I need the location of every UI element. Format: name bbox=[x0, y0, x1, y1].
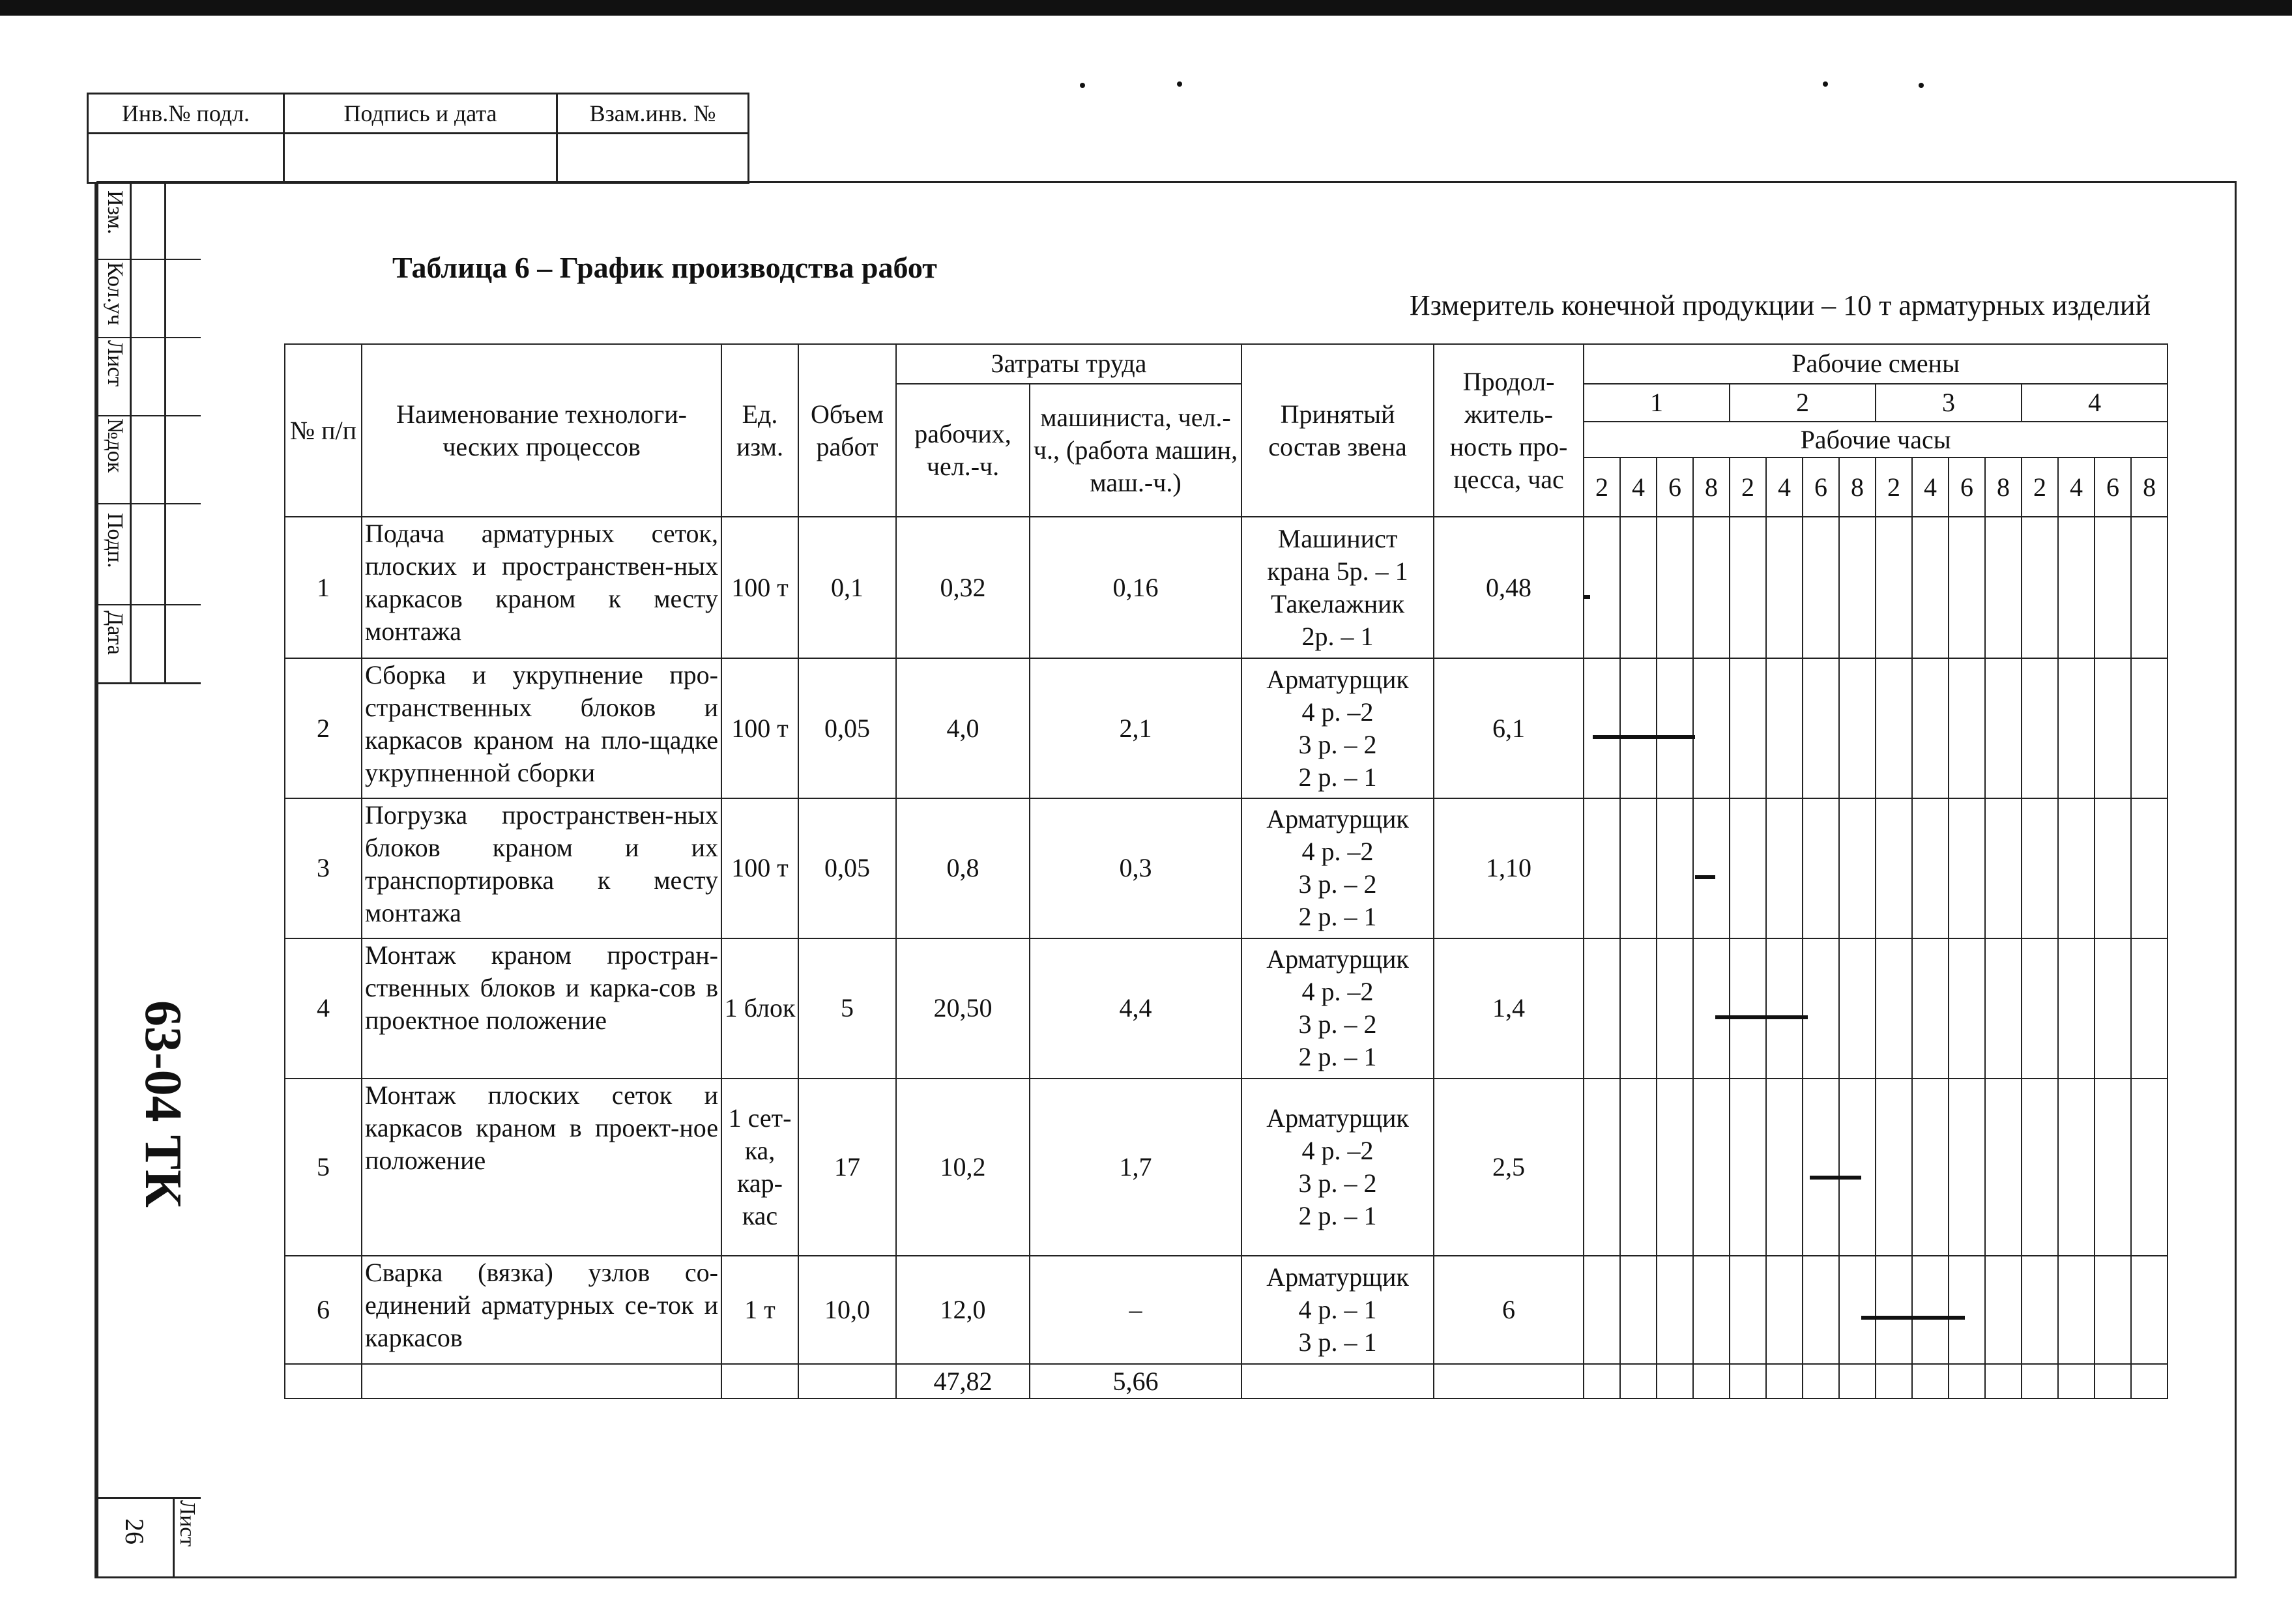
gantt-bar bbox=[1715, 1015, 1808, 1019]
total-cell bbox=[1912, 1364, 1949, 1399]
schedule-cell bbox=[1839, 517, 1876, 658]
hour-cell: 8 bbox=[1693, 457, 1730, 517]
row-crew bbox=[1241, 1079, 1434, 1256]
row-workers: 0,32 bbox=[896, 517, 1030, 658]
total-cell bbox=[285, 1364, 362, 1399]
row-num: 6 bbox=[285, 1256, 362, 1364]
total-cell bbox=[2095, 1364, 2131, 1399]
shift-number: 2 bbox=[1730, 384, 1876, 422]
crew-line: 2р. – 1 bbox=[1301, 621, 1374, 651]
hour-cell: 2 bbox=[2022, 457, 2058, 517]
row-crew bbox=[1241, 1256, 1434, 1364]
schedule-cell bbox=[1584, 798, 1620, 938]
crew-line: 2 р. – 1 bbox=[1298, 1042, 1377, 1072]
row-workers: 4,0 bbox=[896, 658, 1030, 798]
crew-line: 3 р. – 2 bbox=[1298, 729, 1377, 759]
shift-number: 1 bbox=[1584, 384, 1730, 422]
schedule-cell bbox=[2131, 517, 2168, 658]
stamp-box bbox=[87, 93, 749, 184]
row-unit: 100 т bbox=[721, 798, 798, 938]
total-cell bbox=[1985, 1364, 2022, 1399]
hour-cell: 8 bbox=[1839, 457, 1876, 517]
gantt-bar bbox=[1695, 875, 1715, 879]
total-cell bbox=[1584, 1364, 1620, 1399]
row-name: Монтаж плоских сеток и каркасов краном в проект-ное положение bbox=[362, 1079, 721, 1256]
schedule-cell bbox=[1620, 658, 1657, 798]
total-cell bbox=[798, 1364, 896, 1399]
schedule-cell bbox=[1985, 798, 2022, 938]
schedule-cell bbox=[1693, 938, 1730, 1079]
schedule-cell bbox=[1876, 517, 1912, 658]
hour-cell: 4 bbox=[1620, 457, 1657, 517]
total-cell bbox=[1693, 1364, 1730, 1399]
schedule-cell bbox=[2058, 517, 2095, 658]
schedule-cell bbox=[2095, 517, 2131, 658]
gantt-bar bbox=[1810, 1176, 1861, 1180]
schedule-cell bbox=[1657, 798, 1693, 938]
schedule-cell bbox=[1985, 517, 2022, 658]
total-cell bbox=[1949, 1364, 1985, 1399]
total-cell bbox=[2058, 1364, 2095, 1399]
scan-speck bbox=[1177, 81, 1182, 87]
row-workers: 10,2 bbox=[896, 1079, 1030, 1256]
hour-cell: 2 bbox=[1730, 457, 1766, 517]
header-hours-label: Рабочие часы bbox=[1584, 422, 2168, 457]
table-row bbox=[285, 658, 2168, 798]
schedule-cell bbox=[1693, 798, 1730, 938]
schedule-cell bbox=[1657, 658, 1693, 798]
shift-number: 4 bbox=[2022, 384, 2168, 422]
schedule-cell bbox=[1839, 1256, 1876, 1364]
hour-cell: 4 bbox=[1766, 457, 1803, 517]
row-machinist: 2,1 bbox=[1030, 658, 1241, 798]
table-row bbox=[285, 938, 2168, 1079]
table-title: Таблица 6 – График производства работ bbox=[392, 251, 937, 284]
hour-cell: 6 bbox=[2095, 457, 2131, 517]
crew-line: 4 р. –2 bbox=[1301, 1135, 1374, 1165]
crew-line: 4 р. –2 bbox=[1301, 697, 1374, 727]
row-machinist: 4,4 bbox=[1030, 938, 1241, 1079]
row-unit: 1 блок bbox=[721, 938, 798, 1079]
schedule-cell bbox=[2022, 798, 2058, 938]
crew-line: Машинист bbox=[1277, 523, 1398, 553]
schedule-cell bbox=[1912, 1256, 1949, 1364]
row-duration: 0,48 bbox=[1434, 517, 1584, 658]
row-num: 1 bbox=[285, 517, 362, 658]
row-machinist: 0,16 bbox=[1030, 517, 1241, 658]
schedule-cell bbox=[1985, 658, 2022, 798]
schedule-cell bbox=[2022, 1256, 2058, 1364]
schedule-cell bbox=[1766, 658, 1803, 798]
total-cell bbox=[1766, 1364, 1803, 1399]
header-crew: Принятый состав звена bbox=[1241, 344, 1434, 517]
schedule-cell bbox=[2131, 1256, 2168, 1364]
schedule-cell bbox=[1839, 1079, 1876, 1256]
scan-top-band bbox=[0, 0, 2292, 16]
row-num: 2 bbox=[285, 658, 362, 798]
row-unit: 100 т bbox=[721, 517, 798, 658]
total-cell bbox=[362, 1364, 721, 1399]
header-shifts: Рабочие смены bbox=[1584, 344, 2168, 384]
row-unit: 1 т bbox=[721, 1256, 798, 1364]
total-cell bbox=[1730, 1364, 1766, 1399]
crew-line: Арматурщик bbox=[1266, 1103, 1409, 1133]
row-name: Сборка и укрупнение про-странственных блоков и каркасов краном на пло-щадке укрупненной сборки bbox=[362, 658, 721, 798]
total-cell bbox=[1657, 1364, 1693, 1399]
side-ndok: №док bbox=[103, 418, 127, 473]
schedule-cell bbox=[1803, 1079, 1839, 1256]
schedule-cell bbox=[1876, 938, 1912, 1079]
schedule-cell bbox=[1584, 938, 1620, 1079]
side-kol: Кол.уч bbox=[103, 262, 127, 326]
side-data: Дата bbox=[103, 611, 127, 655]
row-volume: 10,0 bbox=[798, 1256, 896, 1364]
schedule-cell bbox=[2131, 798, 2168, 938]
row-volume: 5 bbox=[798, 938, 896, 1079]
hour-cell: 6 bbox=[1949, 457, 1985, 517]
total-cell bbox=[1803, 1364, 1839, 1399]
schedule-cell bbox=[1766, 1256, 1803, 1364]
schedule-cell bbox=[2095, 658, 2131, 798]
schedule-cell bbox=[1693, 1079, 1730, 1256]
schedule-cell bbox=[1949, 1256, 1985, 1364]
schedule-cell bbox=[2095, 1256, 2131, 1364]
total-cell bbox=[721, 1364, 798, 1399]
table-row bbox=[285, 517, 2168, 658]
crew-line: крана 5р. – 1 bbox=[1267, 556, 1408, 586]
schedule-cell bbox=[2022, 938, 2058, 1079]
schedule-cell bbox=[1730, 1079, 1766, 1256]
schedule-cell bbox=[1620, 1256, 1657, 1364]
schedule-cell bbox=[2022, 1079, 2058, 1256]
schedule-cell bbox=[1584, 658, 1620, 798]
schedule-cell bbox=[1766, 517, 1803, 658]
schedule-cell bbox=[1803, 938, 1839, 1079]
gantt-bar bbox=[1861, 1316, 1966, 1320]
crew-line: Такелажник bbox=[1271, 588, 1404, 618]
row-num: 5 bbox=[285, 1079, 362, 1256]
row-crew bbox=[1241, 938, 1434, 1079]
schedule-cell bbox=[1620, 798, 1657, 938]
row-name: Подача арматурных сеток, плоских и пространствен-ных каркасов краном к месту монтажа bbox=[362, 517, 721, 658]
schedule-cell bbox=[1657, 1256, 1693, 1364]
table-row bbox=[285, 798, 2168, 938]
crew-line: 4 р. –2 bbox=[1301, 977, 1374, 1007]
hour-cell: 2 bbox=[1584, 457, 1620, 517]
hour-cell: 4 bbox=[1912, 457, 1949, 517]
schedule-cell bbox=[1693, 658, 1730, 798]
schedule-cell bbox=[1803, 517, 1839, 658]
row-unit: 1 сет-ка, кар-кас bbox=[721, 1079, 798, 1256]
schedule-cell bbox=[1949, 1079, 1985, 1256]
hour-cell: 6 bbox=[1657, 457, 1693, 517]
schedule-cell bbox=[1620, 1079, 1657, 1256]
schedule-cell bbox=[1803, 658, 1839, 798]
schedule-cell bbox=[2058, 1079, 2095, 1256]
schedule-cell bbox=[1584, 1256, 1620, 1364]
total-cell bbox=[1876, 1364, 1912, 1399]
total-machinist: 5,66 bbox=[1030, 1364, 1241, 1399]
schedule-cell bbox=[1912, 798, 1949, 938]
schedule-cell bbox=[1876, 798, 1912, 938]
schedule-cell bbox=[1584, 1079, 1620, 1256]
scan-speck bbox=[1080, 83, 1085, 88]
crew-line: 4 р. – 1 bbox=[1298, 1295, 1377, 1325]
header-workers: рабочих, чел.-ч. bbox=[896, 384, 1030, 517]
schedule-cell bbox=[1912, 938, 1949, 1079]
row-machinist: – bbox=[1030, 1256, 1241, 1364]
side-podp: Подп. bbox=[103, 513, 127, 568]
schedule-cell bbox=[1657, 517, 1693, 658]
schedule-cell bbox=[1949, 938, 1985, 1079]
schedule-cell bbox=[1620, 938, 1657, 1079]
header-duration: Продол-житель-ность про-цесса, час bbox=[1434, 344, 1584, 517]
schedule-cell bbox=[1839, 658, 1876, 798]
row-duration: 1,4 bbox=[1434, 938, 1584, 1079]
crew-line: Арматурщик bbox=[1266, 1262, 1409, 1292]
header-machinist: машиниста, чел.-ч., (работа машин, маш.-ч.) bbox=[1030, 384, 1241, 517]
crew-line: 3 р. – 2 bbox=[1298, 1009, 1377, 1039]
schedule-cell bbox=[1693, 1256, 1730, 1364]
schedule-cell bbox=[1985, 1256, 2022, 1364]
schedule-cell bbox=[1730, 658, 1766, 798]
schedule-cell bbox=[2022, 517, 2058, 658]
schedule-cell bbox=[2058, 658, 2095, 798]
total-cell bbox=[1839, 1364, 1876, 1399]
schedule-cell bbox=[1730, 1256, 1766, 1364]
crew-line: 2 р. – 1 bbox=[1298, 902, 1377, 932]
scan-speck bbox=[1823, 81, 1828, 87]
schedule-cell bbox=[1693, 517, 1730, 658]
row-duration: 6 bbox=[1434, 1256, 1584, 1364]
row-volume: 17 bbox=[798, 1079, 896, 1256]
total-cell bbox=[1620, 1364, 1657, 1399]
row-unit: 100 т bbox=[721, 658, 798, 798]
schedule-cell bbox=[1839, 798, 1876, 938]
crew-line: Арматурщик bbox=[1266, 804, 1409, 834]
crew-line: Арматурщик bbox=[1266, 664, 1409, 694]
hour-cell: 6 bbox=[1803, 457, 1839, 517]
shift-number: 3 bbox=[1876, 384, 2022, 422]
hour-cell: 8 bbox=[1985, 457, 2022, 517]
schedule-cell bbox=[1949, 517, 1985, 658]
work-schedule-table bbox=[284, 343, 2168, 1399]
row-duration: 6,1 bbox=[1434, 658, 1584, 798]
table-row bbox=[285, 1079, 2168, 1256]
schedule-cell bbox=[2131, 1079, 2168, 1256]
row-num: 4 bbox=[285, 938, 362, 1079]
document-code: 63-04 ТК bbox=[134, 1000, 192, 1208]
row-workers: 0,8 bbox=[896, 798, 1030, 938]
gantt-bar bbox=[1593, 735, 1695, 739]
total-cell bbox=[2022, 1364, 2058, 1399]
total-cell bbox=[1434, 1364, 1584, 1399]
row-crew bbox=[1241, 798, 1434, 938]
schedule-cell bbox=[1730, 938, 1766, 1079]
row-workers: 12,0 bbox=[896, 1256, 1030, 1364]
row-num: 3 bbox=[285, 798, 362, 938]
hour-cell: 8 bbox=[2131, 457, 2168, 517]
schedule-cell bbox=[2095, 938, 2131, 1079]
row-name: Погрузка пространствен-ных блоков краном и их транспортировка к месту монтажа bbox=[362, 798, 721, 938]
sheet-label: Лист bbox=[175, 1500, 199, 1547]
row-crew bbox=[1241, 517, 1434, 658]
row-name: Сварка (вязка) узлов со-единений арматурных се-ток и каркасов bbox=[362, 1256, 721, 1364]
schedule-cell bbox=[1803, 798, 1839, 938]
side-list: Лист bbox=[103, 340, 127, 387]
row-name: Монтаж краном простран-ственных блоков и карка-сов в проектное положение bbox=[362, 938, 721, 1079]
schedule-cell bbox=[1839, 938, 1876, 1079]
schedule-cell bbox=[1766, 798, 1803, 938]
stamp-replace-label: Взам.инв. № bbox=[589, 100, 716, 126]
schedule-cell bbox=[1657, 1079, 1693, 1256]
schedule-cell bbox=[1766, 938, 1803, 1079]
scan-speck bbox=[1919, 83, 1924, 88]
schedule-cell bbox=[2022, 658, 2058, 798]
schedule-cell bbox=[1985, 1079, 2022, 1256]
schedule-cell bbox=[1876, 1079, 1912, 1256]
crew-line: Арматурщик bbox=[1266, 944, 1409, 974]
row-workers: 20,50 bbox=[896, 938, 1030, 1079]
row-duration: 1,10 bbox=[1434, 798, 1584, 938]
total-cell bbox=[1241, 1364, 1434, 1399]
crew-line: 2 р. – 1 bbox=[1298, 1200, 1377, 1230]
schedule-cell bbox=[2058, 798, 2095, 938]
header-name: Наименование технологи-ческих процессов bbox=[362, 344, 721, 517]
crew-line: 3 р. – 1 bbox=[1298, 1327, 1377, 1357]
header-unit: Ед. изм. bbox=[721, 344, 798, 517]
header-volume: Объем работ bbox=[798, 344, 896, 517]
row-duration: 2,5 bbox=[1434, 1079, 1584, 1256]
row-volume: 0,05 bbox=[798, 658, 896, 798]
table-subtitle: Измеритель конечной продукции – 10 т арматурных изделий bbox=[1409, 289, 2151, 321]
schedule-cell bbox=[2095, 1079, 2131, 1256]
schedule-cell bbox=[1985, 938, 2022, 1079]
schedule-cell bbox=[1803, 1256, 1839, 1364]
header-num: № п/п bbox=[285, 344, 362, 517]
total-cell bbox=[2131, 1364, 2168, 1399]
schedule-cell bbox=[1730, 517, 1766, 658]
crew-line: 3 р. – 2 bbox=[1298, 1168, 1377, 1198]
schedule-cell bbox=[1876, 658, 1912, 798]
schedule-cell bbox=[1657, 938, 1693, 1079]
header-labor: Затраты труда bbox=[896, 344, 1241, 384]
crew-line: 2 р. – 1 bbox=[1298, 762, 1377, 792]
schedule-cell bbox=[2131, 658, 2168, 798]
hour-cell: 2 bbox=[1876, 457, 1912, 517]
schedule-cell bbox=[2058, 1256, 2095, 1364]
schedule-cell bbox=[1766, 1079, 1803, 1256]
table-row bbox=[285, 1256, 2168, 1364]
schedule-cell bbox=[1730, 798, 1766, 938]
hour-cell: 4 bbox=[2058, 457, 2095, 517]
schedule-cell bbox=[2058, 938, 2095, 1079]
schedule-cell bbox=[1620, 517, 1657, 658]
crew-line: 4 р. –2 bbox=[1301, 837, 1374, 867]
stamp-sign-label: Подпись и дата bbox=[343, 100, 497, 126]
totals-row bbox=[285, 1364, 2168, 1399]
schedule-cell bbox=[1912, 517, 1949, 658]
side-izm: Изм. bbox=[103, 190, 127, 235]
crew-line: 3 р. – 2 bbox=[1298, 869, 1377, 899]
schedule-cell bbox=[2095, 798, 2131, 938]
schedule-cell bbox=[1949, 658, 1985, 798]
schedule-cell bbox=[1912, 658, 1949, 798]
row-crew bbox=[1241, 658, 1434, 798]
schedule-cell bbox=[1876, 1256, 1912, 1364]
schedule-cell bbox=[1584, 517, 1620, 658]
row-machinist: 0,3 bbox=[1030, 798, 1241, 938]
total-workers: 47,82 bbox=[896, 1364, 1030, 1399]
schedule-cell bbox=[2131, 938, 2168, 1079]
row-volume: 0,05 bbox=[798, 798, 896, 938]
gantt-bar bbox=[1584, 595, 1590, 599]
schedule-cell bbox=[1912, 1079, 1949, 1256]
stamp-inv-label: Инв.№ подл. bbox=[121, 100, 250, 126]
sheet-number: 26 bbox=[120, 1518, 149, 1544]
schedule-cell bbox=[1949, 798, 1985, 938]
row-volume: 0,1 bbox=[798, 517, 896, 658]
row-machinist: 1,7 bbox=[1030, 1079, 1241, 1256]
